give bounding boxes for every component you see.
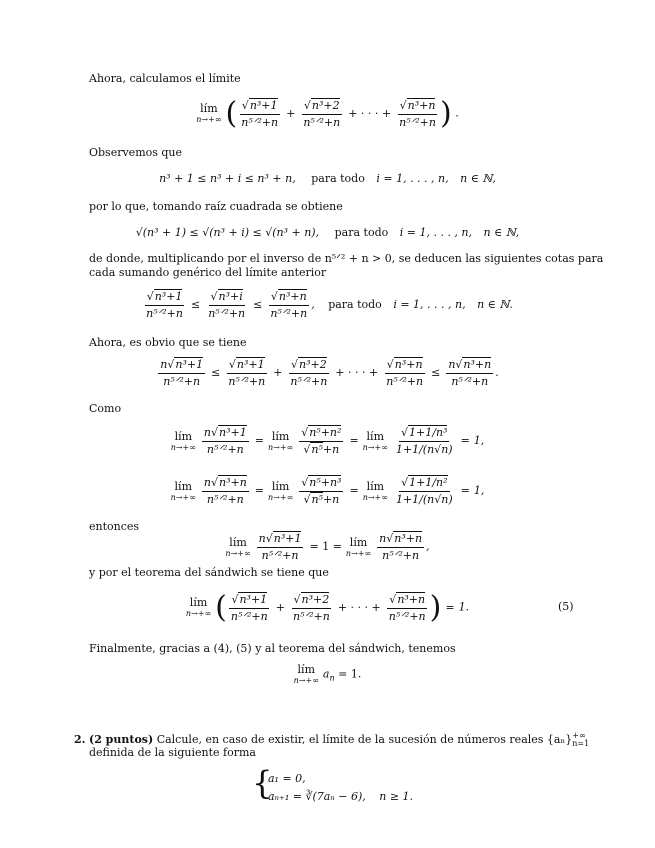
equation-inequality: n³ + 1 ≤ n³ + i ≤ n³ + n, para todo i = 1, . . . , n, n ∈ ℕ, xyxy=(159,172,496,185)
case-2: aₙ₊₁ = ∛(7aₙ − 6), n ≥ 1. xyxy=(268,790,414,803)
equation-sandwich-result: lím n→+∞ ( $\frac{\text{√n³+1}}{\text{n⁵ᐟ²+n}}$ + $\frac{\text{√n³+2}}{\text{n⁵ᐟ²+n}}$ + · · · + $\frac{\text{√n³+n}}{\text{n⁵ᐟ²+n}}$ ) = 1. xyxy=(185,590,470,625)
case-1: a₁ = 0, xyxy=(268,772,306,785)
text-line: y por el teorema del sándwich se tiene que xyxy=(89,566,329,579)
text-line: Como xyxy=(89,402,122,415)
problem-text-cont: definida de la siguiente forma xyxy=(89,746,256,759)
equation-limit-sum: lím n→+∞ ( $\frac{\text{√n³+1}}{\text{n⁵ᐟ²+n}}$ + $\frac{\text{√n³+2}}{\text{n⁵ᐟ²+n}}$ + · · · + $\frac{\text{√n³+n}}{\text{n⁵ᐟ²+n}}$ ) . xyxy=(196,96,459,131)
text-line: de donde, multiplicando por el inverso de n⁵ᐟ² + n > 0, se deducen las siguientes cotas para xyxy=(89,252,604,265)
equation-limit-upper: lím n→+∞ $\frac{\text{n√n³+n}}{\text{n⁵ᐟ²+n}}$ = lím n→+∞ $\frac{\text{√n⁵+n³}}{\text{√n⁵+n}}$ = lím n→+∞ $\frac{\text{√1+1/n²}}{1+1/(n√n)}$ = 1, xyxy=(170,476,485,506)
text-line: Ahora, es obvio que se tiene xyxy=(89,336,247,349)
equation-sqrt-inequality: √(n³ + 1) ≤ √(n³ + i) ≤ √(n³ + n), para todo i = 1, . . . , n, n ∈ ℕ, xyxy=(135,226,520,239)
problem-points: (2 puntos) xyxy=(88,733,154,746)
problem-number: 2. xyxy=(74,733,86,746)
text-line: por lo que, tomando raíz cuadrada se obtiene xyxy=(89,200,343,213)
text-line: entonces xyxy=(89,520,140,533)
text-line: Ahora, calculamos el límite xyxy=(89,72,241,85)
text-line: Observemos que xyxy=(89,146,183,159)
problem-text: Calcule, en caso de existir, el límite de la sucesión de números reales {aₙ} xyxy=(156,733,573,746)
equation-final-limit: lím n→+∞ $a_n = 1$. xyxy=(293,663,362,685)
equation-number: (5) xyxy=(558,600,574,613)
problem-statement: 2. (2 puntos) Calcule, en caso de existir, el límite de la sucesión de números reales {aₙ} +∞ n=1 xyxy=(74,731,590,748)
text-line: Finalmente, gracias a (4), (5) y al teorema del sándwich, tenemos xyxy=(89,642,456,655)
equation-limits-equal: lím n→+∞ $\frac{\text{n√n³+1}}{\text{n⁵ᐟ²+n}}$ = 1 = lím n→+∞ $\frac{\text{n√n³+n}}{\text{n⁵ᐟ²+n}}$ , xyxy=(225,532,430,562)
text-line: cada sumando genérico del límite anterior xyxy=(89,266,327,279)
equation-sum-bounds: $\frac{\text{n√n³+1}}{\text{n⁵ᐟ²+n}}$ ≤ $\frac{\text{√n³+1}}{\text{n⁵ᐟ²+n}}$ + $\frac{\text{√n³+2}}{\text{n⁵ᐟ²+n}}$ + · · · + $\frac{\text{√n³+n}}{\text{n⁵ᐟ²+n}}$ ≤ $\frac{\text{n√n³+n}}{\text{n⁵ᐟ²+n}}$ . xyxy=(160,358,499,388)
equation-limit-lower: lím n→+∞ $\frac{\text{n√n³+1}}{\text{n⁵ᐟ²+n}}$ = lím n→+∞ $\frac{\text{√n⁵+n²}}{\text{√n⁵+n}}$ = lím n→+∞ $\frac{\text{√1+1/n³}}{1+1/(n√n)}$ = 1, xyxy=(170,426,485,456)
equation-fraction-bounds: $\frac{\text{√n³+1}}{\text{n⁵ᐟ²+n}}$ ≤ $\frac{\text{√n³+i}}{\text{n⁵ᐟ²+n}}$ ≤ $\frac{\text{√n³+n}}{\text{n⁵ᐟ²+n}}$ , para todo i = 1, . . . , n, n ∈ ℕ. xyxy=(146,290,513,320)
cases-brace: { xyxy=(252,764,273,802)
